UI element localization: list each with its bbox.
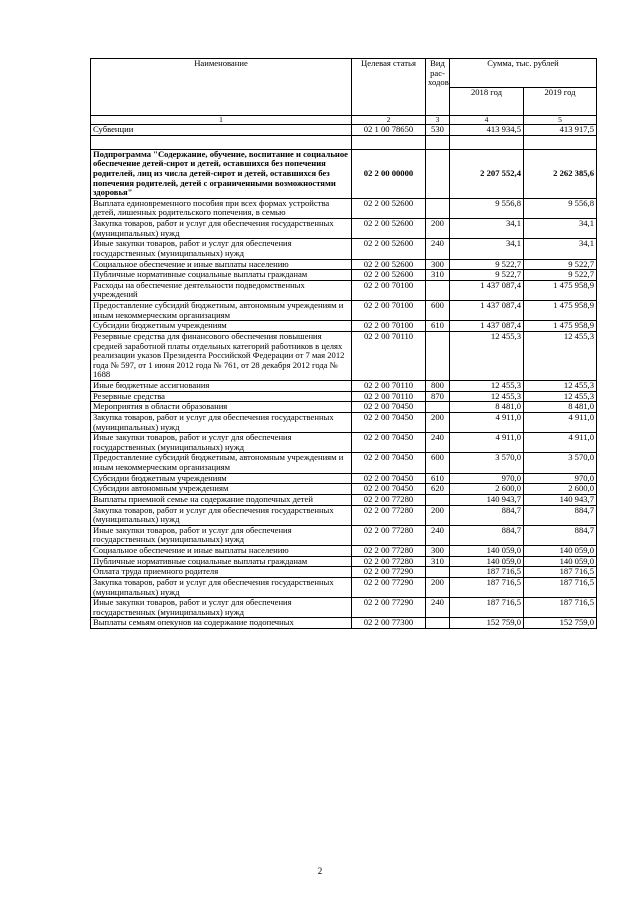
table-row [91,484,597,495]
cell-name: Иные бюджетные ассигнования [91,381,352,392]
table-row [91,239,597,259]
cell-amount-2018: 187 716,5 [450,567,524,578]
table-row [91,321,597,332]
cell-expense-type: 610 [426,473,450,484]
cell-expense-type: 300 [426,259,450,270]
cell-expense-type [426,149,450,198]
cell-amount-2019: 2 600,0 [524,484,597,495]
cell-target-code: 02 2 00 70100 [352,301,426,321]
cell-name: Закупка товаров, работ и услуг для обеспечения государственных (муниципальных) нужд [91,505,352,525]
cell-amount-2018: 140 943,7 [450,494,524,505]
cell-target-code: 02 1 00 78650 [352,125,426,136]
cell-amount-2019: 187 716,5 [524,567,597,578]
empty-cell [352,135,426,149]
table-row [91,402,597,413]
cell-amount-2018: 12 455,3 [450,331,524,380]
cell-name: Оплата труда приемного родителя [91,567,352,578]
cell-expense-type: 200 [426,505,450,525]
cell-expense-type [426,402,450,413]
column-number: 1 [91,116,352,125]
cell-amount-2018: 8 481,0 [450,402,524,413]
spacer-row [91,135,597,149]
cell-name: Мероприятия в области образования [91,402,352,413]
empty-cell [91,135,352,149]
cell-name: Социальное обеспечение и иные выплаты населению [91,259,352,270]
cell-target-code: 02 2 00 70450 [352,484,426,495]
cell-amount-2018: 1 437 087,4 [450,301,524,321]
cell-amount-2019: 187 716,5 [524,598,597,618]
cell-name: Подпрограмма "Содержание, обучение, воспитание и социальное обеспечение детей-сирот и детей, оставшихся без попечения родителей, лиц из числа детей-сирот и детей, оставшихся без попечения родителей, детей с ограниченными возможностями здоровья" [91,149,352,198]
cell-expense-type: 310 [426,270,450,281]
cell-amount-2019: 12 455,3 [524,391,597,402]
cell-target-code: 02 2 00 77280 [352,505,426,525]
cell-target-code: 02 2 00 70450 [352,402,426,413]
cell-amount-2018: 3 570,0 [450,453,524,473]
table-row [91,270,597,281]
cell-amount-2018: 12 455,3 [450,391,524,402]
cell-expense-type: 610 [426,321,450,332]
cell-expense-type: 620 [426,484,450,495]
cell-name: Социальное обеспечение и иные выплаты населению [91,546,352,557]
page-number: 2 [317,866,323,876]
table-row [91,525,597,545]
cell-name: Закупка товаров, работ и услуг для обеспечения государственных (муниципальных) нужд [91,577,352,597]
cell-amount-2018: 4 911,0 [450,433,524,453]
cell-amount-2019: 34,1 [524,219,597,239]
cell-target-code: 02 2 00 70110 [352,331,426,380]
header-type: Вид рас-ходов [426,59,450,116]
cell-amount-2019: 12 455,3 [524,381,597,392]
cell-name: Выплата единовременного пособия при всех формах устройства детей, лишенных родительского попечения, в семью [91,198,352,218]
table-row [91,412,597,432]
table-row [91,556,597,567]
cell-amount-2019: 4 911,0 [524,412,597,432]
empty-cell [426,135,450,149]
empty-cell [450,135,524,149]
cell-amount-2018: 2 207 552,4 [450,149,524,198]
table-row [91,259,597,270]
cell-amount-2018: 413 934,5 [450,125,524,136]
cell-target-code: 02 2 00 70450 [352,433,426,453]
cell-amount-2019: 884,7 [524,505,597,525]
cell-name: Предоставление субсидий бюджетным, автономным учреждениям и иным некоммерческим организациям [91,301,352,321]
cell-name: Выплаты семьям опекунов на содержание подопечных [91,618,352,629]
cell-name: Субсидии бюджетным учреждениям [91,473,352,484]
cell-amount-2019: 3 570,0 [524,453,597,473]
cell-expense-type: 200 [426,412,450,432]
cell-target-code: 02 2 00 52600 [352,270,426,281]
cell-expense-type [426,331,450,380]
cell-target-code: 02 2 00 52600 [352,198,426,218]
cell-expense-type: 200 [426,577,450,597]
budget-table [90,58,597,629]
header-year-2018: 2018 год [450,88,524,116]
table-row [91,381,597,392]
cell-amount-2019: 9 522,7 [524,259,597,270]
cell-amount-2018: 34,1 [450,239,524,259]
cell-name: Закупка товаров, работ и услуг для обеспечения государственных (муниципальных) нужд [91,412,352,432]
table-header [91,59,597,125]
cell-amount-2019: 140 059,0 [524,556,597,567]
cell-amount-2019: 413 917,5 [524,125,597,136]
empty-cell [524,135,597,149]
cell-target-code: 02 2 00 77290 [352,577,426,597]
cell-name: Иные закупки товаров, работ и услуг для обеспечения государственных (муниципальных) нужд [91,525,352,545]
table-row [91,331,597,380]
header-year-2019: 2019 год [524,88,597,116]
cell-amount-2018: 34,1 [450,219,524,239]
cell-amount-2019: 152 759,0 [524,618,597,629]
cell-amount-2019: 140 943,7 [524,494,597,505]
table-body [91,125,597,629]
cell-amount-2019: 4 911,0 [524,433,597,453]
cell-target-code: 02 2 00 70450 [352,453,426,473]
cell-amount-2019: 34,1 [524,239,597,259]
cell-name: Субсидии автономным учреждениям [91,484,352,495]
cell-target-code: 02 2 00 70450 [352,412,426,432]
table-row [91,546,597,557]
cell-target-code: 02 2 00 77280 [352,546,426,557]
cell-name: Закупка товаров, работ и услуг для обеспечения государственных (муниципальных) нужд [91,219,352,239]
cell-expense-type [426,494,450,505]
header-sum: Сумма, тыс. рублей [450,59,597,88]
cell-target-code: 02 2 00 70450 [352,473,426,484]
cell-amount-2018: 140 059,0 [450,556,524,567]
cell-amount-2019: 1 475 958,9 [524,321,597,332]
table-row [91,473,597,484]
cell-name: Предоставление субсидий бюджетным, автономным учреждениям и иным некоммерческим организациям [91,453,352,473]
cell-expense-type: 870 [426,391,450,402]
cell-expense-type [426,618,450,629]
cell-amount-2018: 2 600,0 [450,484,524,495]
table-row [91,505,597,525]
cell-expense-type: 800 [426,381,450,392]
cell-amount-2019: 1 475 958,9 [524,301,597,321]
cell-amount-2019: 12 455,3 [524,331,597,380]
cell-amount-2019: 2 262 385,6 [524,149,597,198]
cell-name: Иные закупки товаров, работ и услуг для обеспечения государственных (муниципальных) нужд [91,239,352,259]
cell-amount-2018: 970,0 [450,473,524,484]
cell-name: Иные закупки товаров, работ и услуг для обеспечения государственных (муниципальных) нужд [91,598,352,618]
cell-target-code: 02 2 00 77290 [352,567,426,578]
table-row [91,125,597,136]
cell-name: Публичные нормативные социальные выплаты гражданам [91,556,352,567]
cell-name: Публичные нормативные социальные выплаты гражданам [91,270,352,281]
cell-name: Субсидии бюджетным учреждениям [91,321,352,332]
cell-amount-2018: 9 556,8 [450,198,524,218]
cell-expense-type [426,280,450,300]
column-number: 5 [524,116,597,125]
header-name: Наименование [91,59,352,116]
table-row [91,577,597,597]
cell-amount-2018: 4 911,0 [450,412,524,432]
table-row [91,618,597,629]
cell-expense-type: 240 [426,525,450,545]
column-number: 3 [426,116,450,125]
cell-amount-2019: 884,7 [524,525,597,545]
cell-name: Выплаты приемной семье на содержание подопечных детей [91,494,352,505]
cell-target-code: 02 2 00 00000 [352,149,426,198]
cell-expense-type: 530 [426,125,450,136]
cell-expense-type: 240 [426,239,450,259]
cell-target-code: 02 2 00 77280 [352,556,426,567]
cell-amount-2019: 9 522,7 [524,270,597,281]
table-row [91,598,597,618]
cell-expense-type: 200 [426,219,450,239]
cell-amount-2019: 970,0 [524,473,597,484]
table-row [91,567,597,578]
cell-target-code: 02 2 00 52600 [352,259,426,270]
cell-target-code: 02 2 00 77280 [352,525,426,545]
cell-name: Резервные средства для финансового обеспечения повышения средней заработной платы отдельных категорий работников в целях реализации указов Президента Российской Федерации от 7 мая 2012 года № 597, от 1 июня 2012 года № 761, от 28 декабря 2012 года № 1688 [91,331,352,380]
cell-target-code: 02 2 00 77280 [352,494,426,505]
cell-expense-type: 240 [426,433,450,453]
cell-amount-2018: 884,7 [450,505,524,525]
cell-target-code: 02 2 00 70100 [352,280,426,300]
cell-amount-2018: 152 759,0 [450,618,524,629]
cell-name: Иные закупки товаров, работ и услуг для обеспечения государственных (муниципальных) нужд [91,433,352,453]
cell-expense-type: 310 [426,556,450,567]
cell-amount-2018: 187 716,5 [450,577,524,597]
header-code: Целевая статья [352,59,426,116]
cell-amount-2018: 187 716,5 [450,598,524,618]
column-number: 4 [450,116,524,125]
cell-amount-2018: 12 455,3 [450,381,524,392]
cell-expense-type: 240 [426,598,450,618]
cell-amount-2018: 140 059,0 [450,546,524,557]
cell-target-code: 02 2 00 70100 [352,321,426,332]
table-row [91,391,597,402]
cell-amount-2018: 9 522,7 [450,270,524,281]
cell-amount-2018: 1 437 087,4 [450,280,524,300]
cell-amount-2019: 9 556,8 [524,198,597,218]
table-row [91,280,597,300]
table-row [91,433,597,453]
cell-target-code: 02 2 00 77290 [352,598,426,618]
table-row [91,219,597,239]
cell-amount-2018: 1 437 087,4 [450,321,524,332]
cell-target-code: 02 2 00 70110 [352,391,426,402]
cell-target-code: 02 2 00 52600 [352,239,426,259]
cell-target-code: 02 2 00 70110 [352,381,426,392]
cell-amount-2019: 8 481,0 [524,402,597,413]
table-row [91,301,597,321]
cell-amount-2019: 1 475 958,9 [524,280,597,300]
cell-target-code: 02 2 00 52600 [352,219,426,239]
cell-expense-type [426,198,450,218]
cell-expense-type: 600 [426,453,450,473]
cell-expense-type: 300 [426,546,450,557]
cell-target-code: 02 2 00 77300 [352,618,426,629]
table-row [91,494,597,505]
table-row-subprogram [91,149,597,198]
cell-name: Субвенции [91,125,352,136]
column-number: 2 [352,116,426,125]
cell-expense-type [426,567,450,578]
cell-name: Резервные средства [91,391,352,402]
cell-amount-2018: 9 522,7 [450,259,524,270]
cell-amount-2019: 187 716,5 [524,577,597,597]
cell-amount-2019: 140 059,0 [524,546,597,557]
table-row [91,198,597,218]
cell-name: Расходы на обеспечение деятельности подведомственных учреждений [91,280,352,300]
cell-amount-2018: 884,7 [450,525,524,545]
cell-expense-type: 600 [426,301,450,321]
table-row [91,453,597,473]
